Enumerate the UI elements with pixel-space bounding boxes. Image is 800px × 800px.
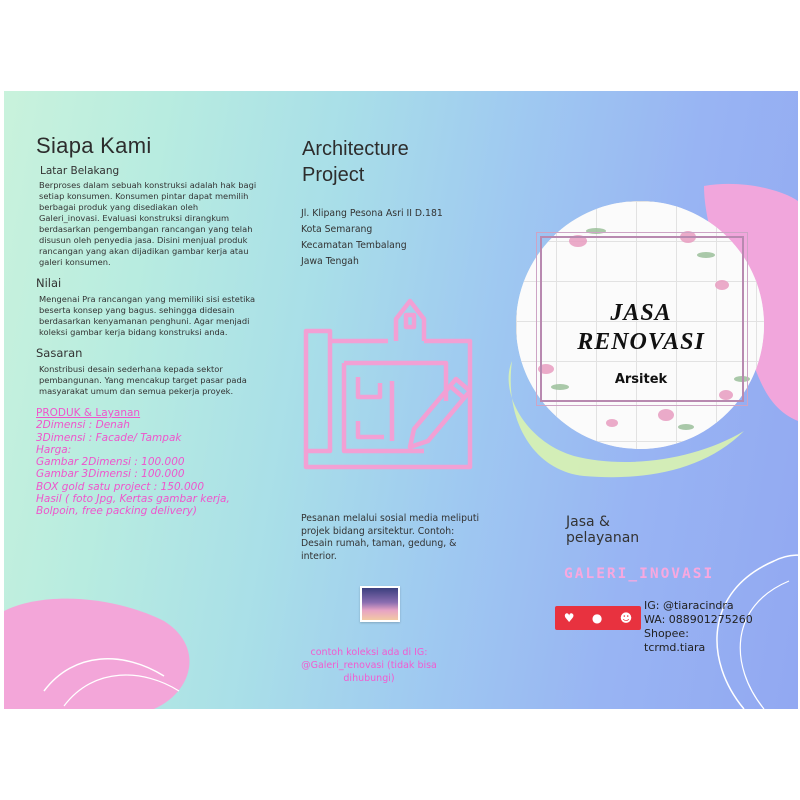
produk-line: BOX gold satu project : 150.000 bbox=[36, 480, 205, 493]
jasa-line: pelayanan bbox=[566, 530, 640, 546]
jasa-line: Jasa & bbox=[566, 514, 610, 530]
produk-line: Hasil ( foto Jpg, Kertas gambar kerja, Bolpoin, free packing delivery) bbox=[36, 493, 230, 518]
contact-info bbox=[644, 599, 753, 655]
produk-layanan bbox=[36, 407, 258, 518]
sasaran-heading: Sasaran bbox=[36, 346, 83, 360]
collection-thumbnail bbox=[360, 586, 400, 622]
address-line: Jl. Klipang Pesona Asri II D.181 bbox=[301, 208, 443, 219]
address-line: Kota Semarang bbox=[301, 224, 373, 235]
pencil-icon bbox=[410, 379, 470, 447]
brochure bbox=[4, 91, 798, 709]
person-icon: ☻ bbox=[619, 611, 633, 625]
contact-line: WA: 088901275260 bbox=[644, 613, 753, 626]
cover-title-line: JASA bbox=[610, 300, 672, 326]
produk-line: Gambar 2Dimensi : 100.000 bbox=[36, 456, 185, 469]
latar-belakang-text: Berproses dalam sebuah konstruksi adalah hak bagi setiap konsumen. Konsumen pintar dapat memilih berbagai produk yang disediakan oleh Galeri_inovasi. Evaluasi konstruksi dirangkum berdasarkan pengembangan rancangan yang telah disusun oleh penyedia jasa. Disini menjual produk rancangan yang akan dijadikan gambar kerja atau galeri konsumen. bbox=[39, 180, 257, 267]
produk-line: 2Dimensi : Denah bbox=[36, 419, 130, 432]
latar-belakang-heading: Latar Belakang bbox=[40, 165, 120, 177]
title-line: Project bbox=[302, 164, 365, 186]
contact-line: tcrmd.tiara bbox=[644, 641, 706, 654]
contact-line: Shopee: bbox=[644, 627, 689, 640]
title-line: Architecture bbox=[302, 138, 409, 160]
siapa-kami-section bbox=[36, 133, 258, 518]
cover-subtitle: Arsitek bbox=[614, 372, 668, 387]
pink-blob-bottom-left bbox=[4, 599, 189, 709]
social-icons-bar bbox=[555, 606, 641, 630]
nilai-text: Mengenai Pra rancangan yang memiliki sisi estetika beserta konsep yang bagus. sehingga didesain berdasarkan kenyamanan penghuni. Agar menjadi koleksi gambar kerja bidang konstruksi anda. bbox=[39, 294, 256, 337]
produk-line: 3Dimensi : Facade/ Tampak bbox=[36, 431, 182, 444]
chat-bubble-icon: ● bbox=[591, 611, 603, 625]
contact-line: IG: @tiaracindra bbox=[644, 599, 734, 612]
section-title: Siapa Kami bbox=[36, 133, 152, 158]
nilai-heading: Nilai bbox=[36, 276, 62, 290]
cover-title-line: RENOVASI bbox=[577, 329, 705, 355]
produk-line: Gambar 3Dimensi : 100.000 bbox=[36, 468, 185, 481]
produk-heading: PRODUK & Layanan bbox=[36, 407, 141, 419]
address-line: Kecamatan Tembalang bbox=[301, 240, 407, 251]
address-line: Jawa Tengah bbox=[301, 256, 359, 267]
architecture-project-title bbox=[302, 136, 409, 188]
heart-icon: ♥ bbox=[563, 611, 575, 625]
cover-title bbox=[552, 299, 730, 357]
koleksi-info: contoh koleksi ada di IG: @Galeri_renovasi (tidak bisa dihubungi) bbox=[301, 647, 437, 684]
brand-name: GALERI_INOVASI bbox=[564, 566, 715, 582]
address bbox=[301, 206, 443, 270]
sasaran-text: Konstribusi desain sederhana kepada sektor pembangunan. Yang mencakup target pasar pada masyarakat umum dan semua pekerja proyek. bbox=[39, 364, 247, 396]
produk-line: Harga: bbox=[36, 443, 72, 456]
blueprint-house-icon bbox=[296, 291, 480, 477]
jasa-pelayanan bbox=[566, 514, 639, 546]
order-info: Pesanan melalui sosial media meliputi projek bidang arsitektur. Contoh: Desain rumah, taman, gedung, & interior. bbox=[301, 513, 480, 562]
